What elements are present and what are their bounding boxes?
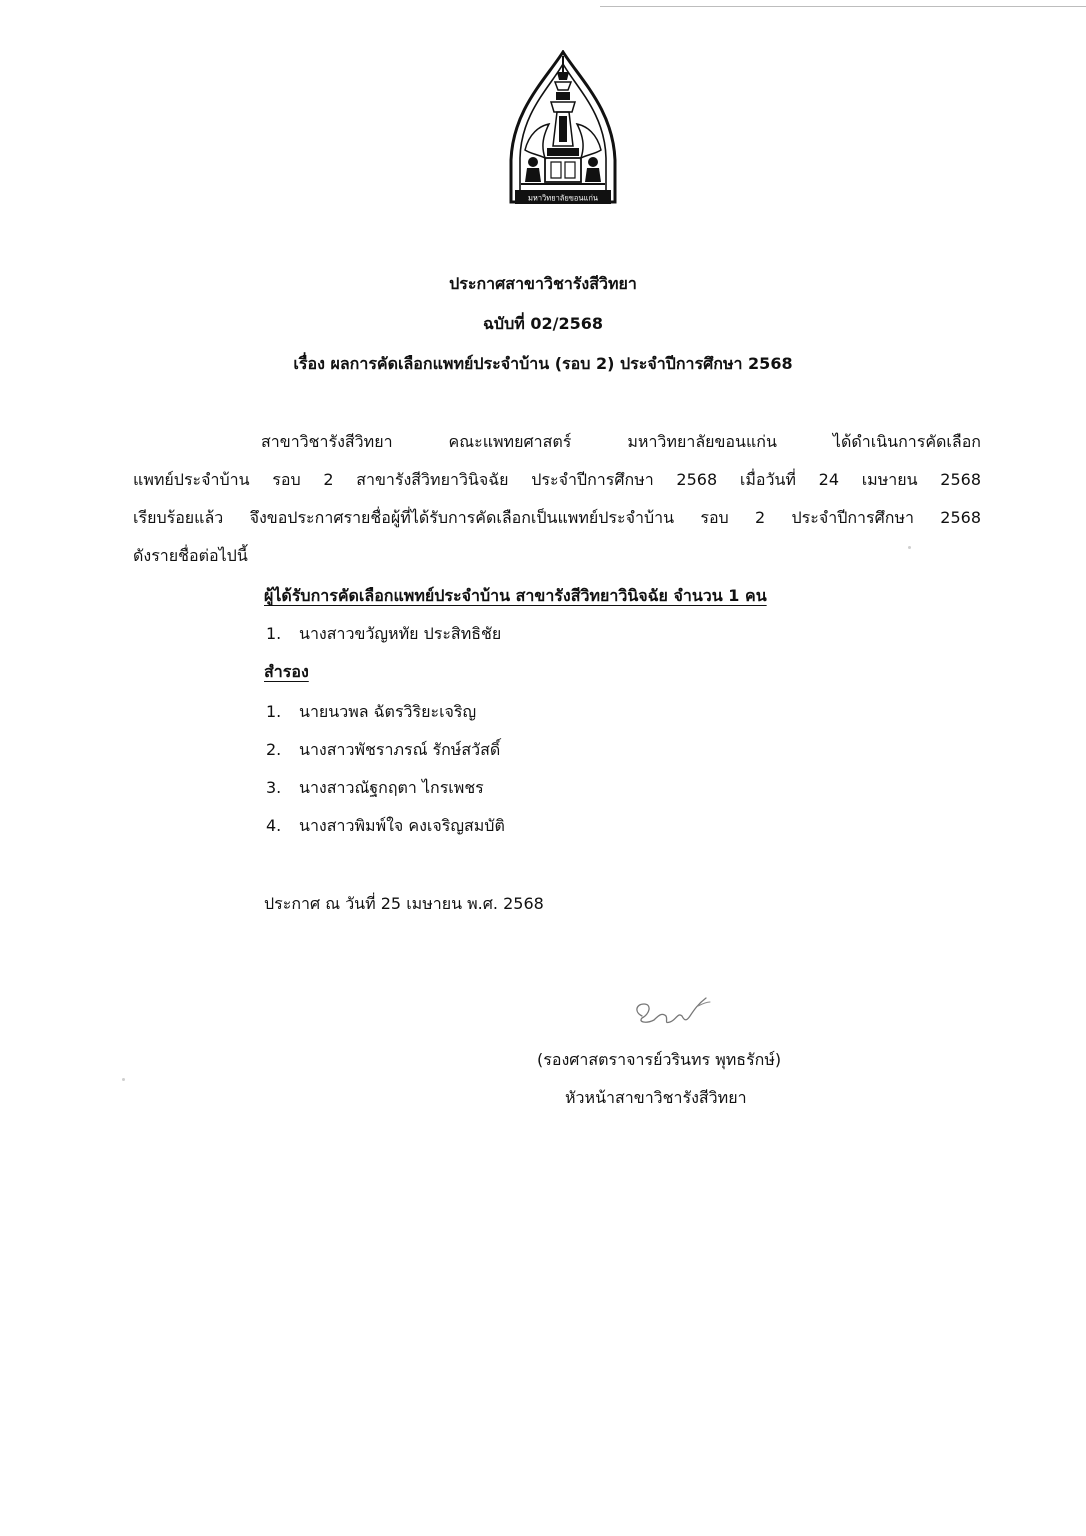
list-item-name: นายนวพล ฉัตรวิริยะเจริญ <box>299 702 477 721</box>
body-line: ดังรายชื่อต่อไปนี้ <box>133 546 248 565</box>
list-item-name: นางสาวพิมพ์ใจ คงเจริญสมบัติ <box>299 816 505 835</box>
list-item-name: นางสาวพัชราภรณ์ รักษ์สวัสดิ์ <box>299 740 501 759</box>
announcement-number: ฉบับที่ 02/2568 <box>483 314 603 333</box>
list-item <box>266 622 501 647</box>
reserve-heading: สำรอง <box>264 662 309 681</box>
list-item <box>266 700 476 725</box>
svg-text:มหาวิทยาลัยขอนแก่น: มหาวิทยาลัยขอนแก่น <box>527 193 599 203</box>
body-line: เรียบร้อยแล้ว จึงขอประกาศรายชื่อผู้ที่ได้รับการคัดเลือกเป็นแพทย์ประจำบ้าน รอบ 2 ประจำปีการศึกษา 2568 <box>133 508 981 527</box>
signatory-name: (รองศาสตราจารย์วรินทร พุทธรักษ์) <box>537 1050 782 1069</box>
list-item <box>266 776 484 801</box>
list-item <box>266 814 505 839</box>
list-item-number: 1. <box>266 702 282 721</box>
handwritten-signature-icon <box>628 992 714 1036</box>
body-line: แพทย์ประจำบ้าน รอบ 2 สาขารังสีวิทยาวินิจฉัย ประจำปีการศึกษา 2568 เมื่อวันที่ 24 เมษายน 2568 <box>133 470 981 489</box>
list-item-number: 2. <box>266 740 282 759</box>
scan-speck <box>122 1078 125 1081</box>
list-item-name: นางสาวขวัญหทัย ประสิทธิชัย <box>299 624 502 643</box>
announcement-date: ประกาศ ณ วันที่ 25 เมษายน พ.ศ. 2568 <box>264 894 544 913</box>
list-item-number: 1. <box>266 624 282 643</box>
university-seal-icon <box>505 50 621 216</box>
list-item-number: 3. <box>266 778 282 797</box>
selected-heading: ผู้ได้รับการคัดเลือกแพทย์ประจำบ้าน สาขารังสีวิทยาวินิจฉัย จำนวน 1 คน <box>264 586 767 605</box>
announcement-subject: เรื่อง ผลการคัดเลือกแพทย์ประจำบ้าน (รอบ 2) ประจำปีการศึกษา 2568 <box>293 354 793 373</box>
list-item-name: นางสาวณัฐกฤตา ไกรเพชร <box>299 778 484 797</box>
signatory-position: หัวหน้าสาขาวิชารังสีวิทยา <box>565 1088 747 1107</box>
list-item-number: 4. <box>266 816 282 835</box>
body-line: สาขาวิชารังสีวิทยา คณะแพทยศาสตร์ มหาวิทยาลัยขอนแก่น ได้ดำเนินการคัดเลือก <box>261 432 981 451</box>
scan-speck <box>908 546 911 549</box>
announcement-title: ประกาศสาขาวิชารังสีวิทยา <box>449 274 637 293</box>
scan-edge-line <box>600 6 1086 7</box>
list-item <box>266 738 500 763</box>
